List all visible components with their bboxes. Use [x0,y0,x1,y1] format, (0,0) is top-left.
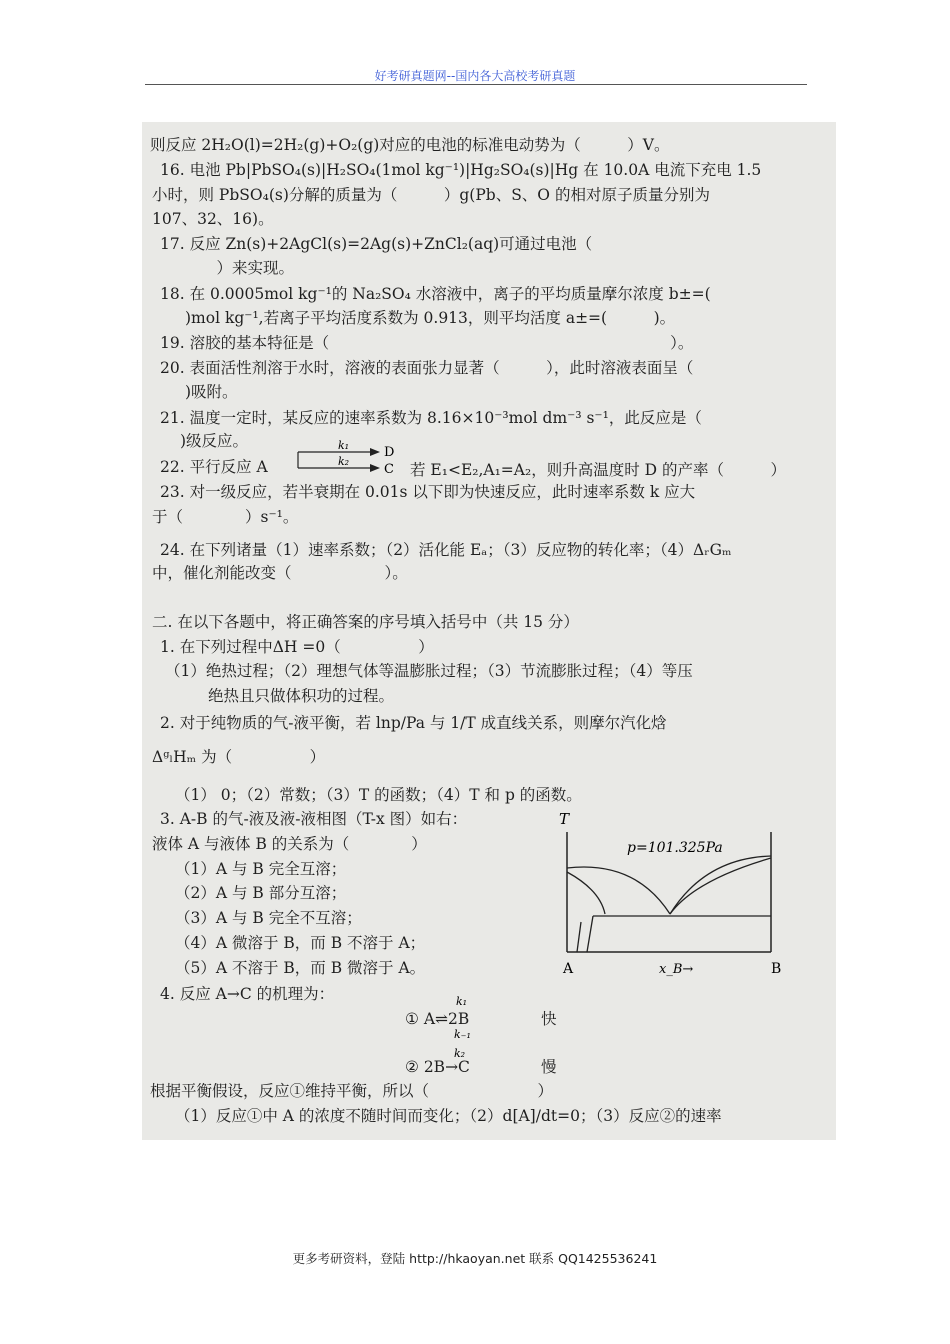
fast-label: 快 [541,1010,557,1028]
text-line: )mol kg⁻¹,若离子平均活度系数为 0.913，则平均活度 a±=( )。 [185,309,676,327]
text-line: 20. 表面活性剂溶于水时，溶液的表面张力显著（ ），此时溶液表面呈（ [160,359,694,377]
k-minus1-label: k₋₁ [454,1028,471,1041]
text-line: （1） 0；（2）常数；（3）T 的函数；（4）T 和 p 的函数。 [175,786,582,804]
text-line: 1. 在下列过程中ΔH =0（ ） [160,638,434,656]
x-axis-label: x_B→ [659,962,694,977]
text-line: 于（ ）s⁻¹。 [152,508,299,526]
product-c: C [384,462,394,477]
text-line: 17. 反应 Zn(s)+2AgCl(s)=2Ag(s)+ZnCl₂(aq)可通过电池（ [160,235,593,253]
text-line: （1）A 与 B 完全互溶； [175,860,347,878]
text-line: 中，催化剂能改变（ ）。 [152,564,408,582]
section-heading: 二. 在以下各题中，将正确答案的序号填入括号中（共 15 分） [152,613,579,631]
text-line: 2. 对于纯物质的气-液平衡，若 lnp/Pa 与 1/T 成直线关系，则摩尔汽化焓 [160,714,667,732]
label-b: B [771,961,782,977]
text-line: （4）A 微溶于 B，而 B 不溶于 A； [175,934,426,952]
k1-label: k₁ [456,995,468,1008]
text-line: ΔᵍₗHₘ 为（ ） [152,748,326,766]
slow-label: 慢 [541,1058,557,1076]
text-line: )级反应。 [180,432,249,450]
mechanism-step-1: ① A⇌2B [405,1010,470,1028]
text-line: 4. 反应 A→C 的机理为： [160,985,335,1003]
text-line: 16. 电池 Pb|PbSO₄(s)|H₂SO₄(1mol kg⁻¹)|Hg₂SO₄(s)|Hg 在 10.0A 电流下充电 1.5 [160,161,762,179]
text-line: （1）反应①中 A 的浓度不随时间而变化；（2）d[A]/dt=0；（3）反应②的速率 [175,1107,722,1125]
label-a: A [563,961,574,977]
header-link[interactable]: 好考研真题网--国内各大高校考研真题 [374,69,576,83]
k2-label: k₂ [338,455,350,468]
k1-label: k₁ [338,440,350,452]
text-line: （3）A 与 B 完全不互溶； [175,909,362,927]
product-d: D [384,445,395,460]
mechanism-k-labels-1 [438,992,498,1042]
k2-label: k₂ [454,1047,466,1060]
mechanism-k-label-2 [440,1044,480,1062]
text-line: 3. A-B 的气-液及液-液相图（T-x 图）如右： [160,810,468,828]
text-line: 则反应 2H₂O(l)=2H₂(g)+O₂(g)对应的电池的标准电动势为（ ）V。 [150,136,670,154]
text-line: 107、32、16)。 [152,210,274,228]
text-line: 若 E₁<E₂,A₁=A₂，则升高温度时 D 的产率（ ） [410,461,786,479]
text-line: 根据平衡假设，反应①维持平衡，所以（ ） [150,1082,554,1100]
text-line: （2）A 与 B 部分互溶； [175,884,347,902]
text-line: 21. 温度一定时，某反应的速率系数为 8.16×10⁻³mol dm⁻³ s⁻¹，此反应是（ [160,409,702,427]
text-line: 22. 平行反应 A [160,458,268,476]
text-line: 液体 A 与液体 B 的关系为（ ） [152,835,427,853]
pressure-label: p=101.325Pa [627,840,723,856]
text-line: 18. 在 0.0005mol kg⁻¹的 Na₂SO₄ 水溶液中，离子的平均质量摩尔浓度 b±=( [160,285,711,303]
text-line: （1）绝热过程；（2）理想气体等温膨胀过程；（3）节流膨胀过程；（4）等压 [165,662,693,680]
text-line: 24. 在下列诸量（1）速率系数；（2）活化能 Eₐ；（3）反应物的转化率；（4）ΔᵣGₘ [160,541,732,559]
text-line: （5）A 不溶于 B，而 B 微溶于 A。 [175,959,426,977]
mechanism-step-2: ② 2B→C [405,1058,470,1076]
text-line: )吸附。 [185,383,238,401]
footer[interactable]: 更多考研资料，登陆 http://hkaoyan.net 联系 QQ1425536241 [292,1251,658,1266]
text-line: 23. 对一级反应，若半衰期在 0.01s 以下即为快速反应，此时速率系数 k 应大 [160,483,696,501]
text-line: ）来实现。 [170,259,295,277]
phase-diagram [545,810,795,980]
text-line: 小时，则 PbSO₄(s)分解的质量为（ ）g(Pb、S、O 的相对原子质量分别为 [152,186,710,204]
text-line: 19. 溶胶的基本特征是（ ）。 [160,334,694,352]
text-line: 绝热且只做体积功的过程。 [208,687,395,705]
header-rule [145,84,807,85]
parallel-reaction-arrows [288,440,408,480]
y-axis-label: T [559,810,570,828]
